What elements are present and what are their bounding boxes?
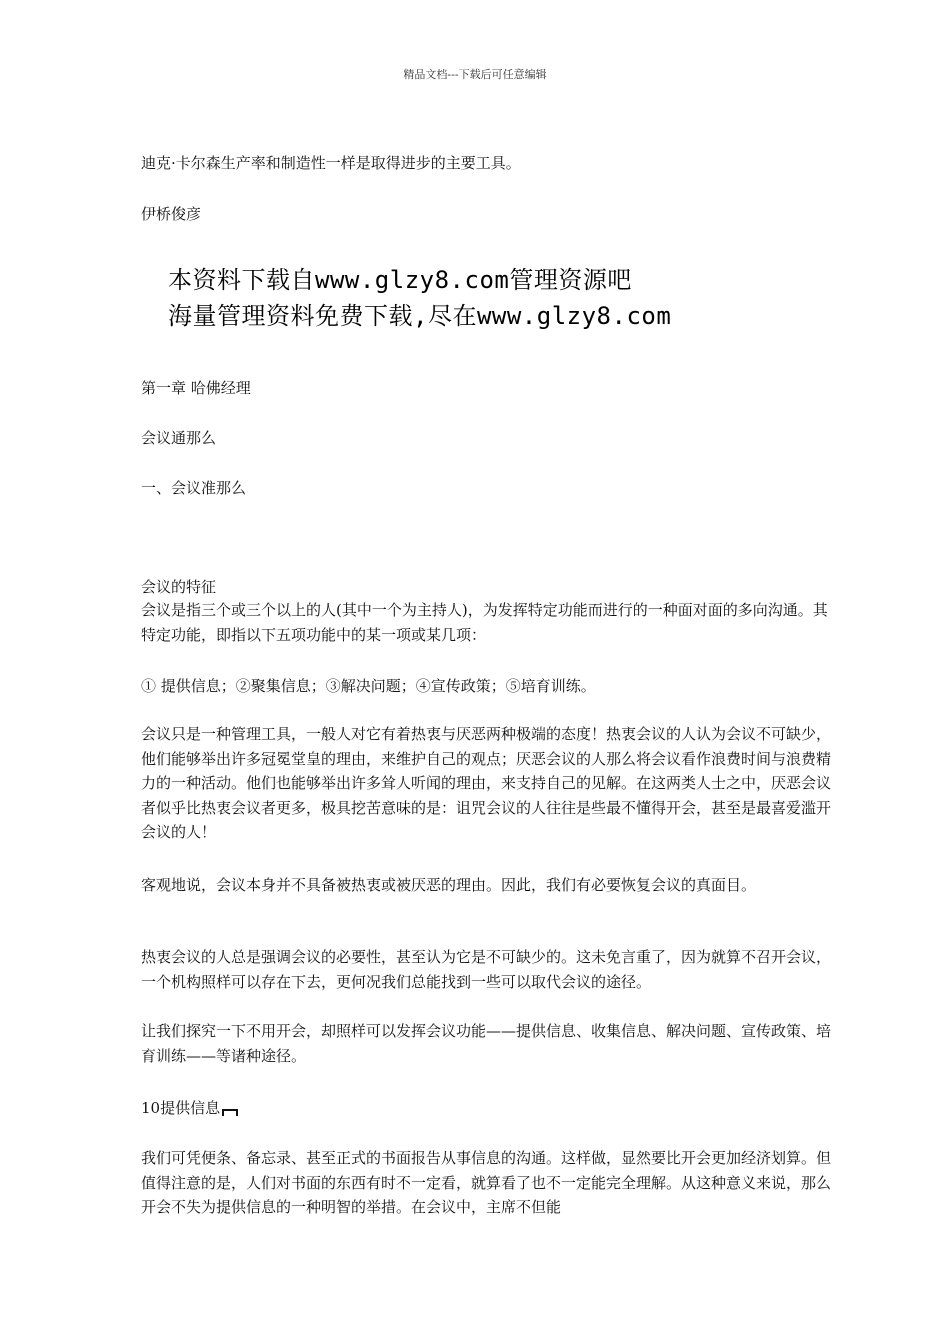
page-header: 精品文档---下载后可任意编辑	[403, 68, 547, 81]
paragraph-necessity: 热衷会议的人总是强调会议的必要性，甚至认为它是不可缺少的。这未免言重了，因为就算不召开会议，一个机构照样可以存在下去，更何况我们总能找到一些可以取代会议的途径。	[141, 948, 832, 991]
paragraph-objective: 客观地说，会议本身并不具备被热衷或被厌恶的理由。因此，我们有必要恢复会议的真面目。	[141, 876, 757, 894]
paragraph-attitudes: 会议只是一种管理工具，一般人对它有着热衷与厌恶两种极端的态度！热衷会议的人认为会议不可缺少，他们能够举出许多冠冕堂皇的理由，来维护自己的观点；厌恶会议的人那么将会议看作浪费时间与浪费精力的一种活动。他们也能够举出许多耸人听闻的理由，来支持自己的见解。在这两类人士之中，厌恶会议者似乎比热衷会议者更多，极具挖苦意味的是：诅咒会议的人往往是些最不懂得开会，甚至是最喜爱滥开会议的人！	[141, 725, 832, 842]
functions-list: ① 提供信息；②聚集信息；③解决问题；④宣传政策；⑤培育训练。	[141, 677, 596, 695]
item-heading	[141, 1096, 238, 1120]
paragraph-alternatives: 让我们探究一下不用开会，却照样可以发挥会议功能——提供信息、收集信息、解决问题、宣传政策、培育训练——等诸种途径。	[141, 1022, 832, 1065]
bracket-mark	[222, 1109, 238, 1116]
section-title: 会议通那么	[141, 429, 217, 447]
banner-line-2: 海量管理资料免费下载,尽在www.glzy8.com	[168, 302, 672, 330]
paragraph-providing-info: 我们可凭便条、备忘录、甚至正式的书面报告从事信息的沟通。这样做，显然要比开会更加经济划算。但值得注意的是，人们对书面的东西有时不一定看，就算看了也不一定能完全理解。从这种意义来说，那么开会不失为提供信息的一种明智的举措。在会议中，主席不但能	[141, 1149, 832, 1217]
subsection-title: 一、会议准那么	[141, 479, 247, 497]
quote-text: 迪克·卡尔森生产率和制造性一样是取得进步的主要工具。	[141, 154, 521, 172]
banner-line-1: 本资料下载自www.glzy8.com管理资源吧	[168, 266, 632, 294]
feature-title: 会议的特征	[141, 578, 217, 596]
chapter-title: 第一章 哈佛经理	[141, 379, 251, 397]
paragraph-definition: 会议是指三个或三个以上的人(其中一个为主持人)，为发挥特定功能而进行的一种面对面的多向沟通。其特定功能，即指以下五项功能中的某一项或某几项：	[141, 601, 828, 644]
author-name: 伊桥俊彦	[141, 205, 202, 223]
item-title: 10提供信息	[141, 1099, 221, 1117]
